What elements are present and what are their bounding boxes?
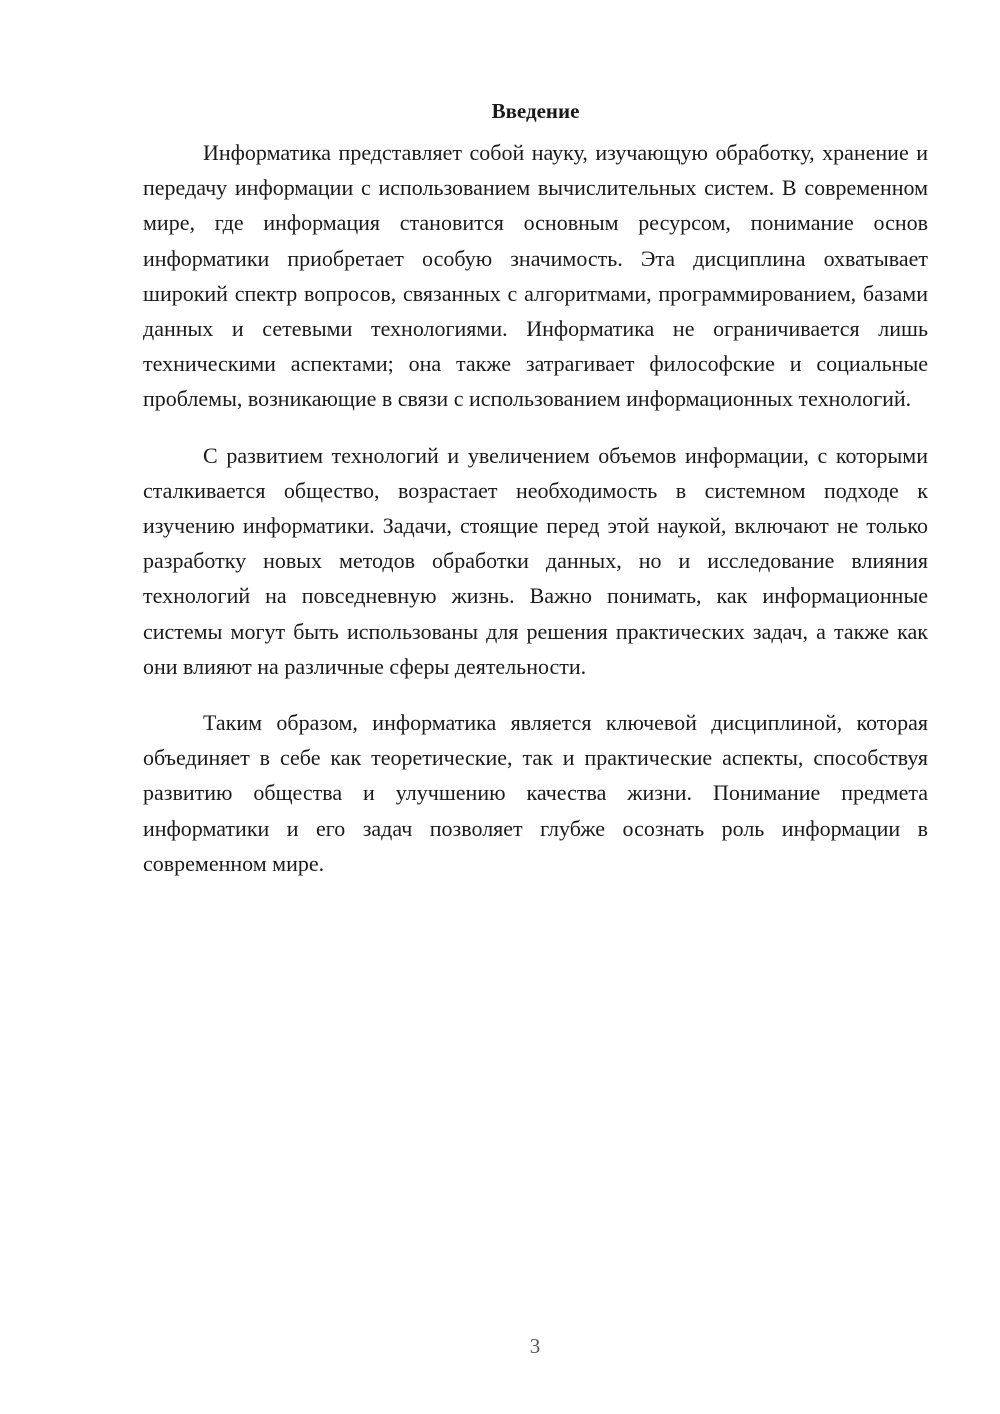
page-content <box>143 96 928 902</box>
paragraph-3: Таким образом, информатика является ключевой дисциплиной, которая объединяет в себе как теоретические, так и практические аспекты, способствуя развитию общества и улучшению качества жизни. Понимание предмета информатики и его задач позволяет глубже осознать роль информации в современном мире. <box>143 710 928 876</box>
page-number: 3 <box>529 1334 541 1358</box>
paragraph-1: Информатика представляет собой науку, изучающую обработку, хранение и передачу информации с использованием вычислительных систем. В современном мире, где информация становится основным ресурсом, понимание основ информатики приобретает особую значимость. Эта дисциплина охватывает широкий спектр вопросов, связанных с алгоритмами, программированием, базами данных и сетевыми технологиями. Информатика не ограничивается лишь техническими аспектами; она также затрагивает философские и социальные проблемы, возникающие в связи с использованием информационных технологий. <box>143 140 928 412</box>
section-heading: Введение <box>491 99 580 123</box>
paragraph-2: С развитием технологий и увеличением объемов информации, с которыми сталкивается общество, возрастает необходимость в системном подходе к изучению информатики. Задачи, стоящие перед этой наукой, включают не только разработку новых методов обработки данных, но и исследование влияния технологий на повседневную жизнь. Важно понимать, как информационные системы могут быть использованы для решения практических задач, а также как они влияют на различные сферы деятельности. <box>143 442 928 679</box>
